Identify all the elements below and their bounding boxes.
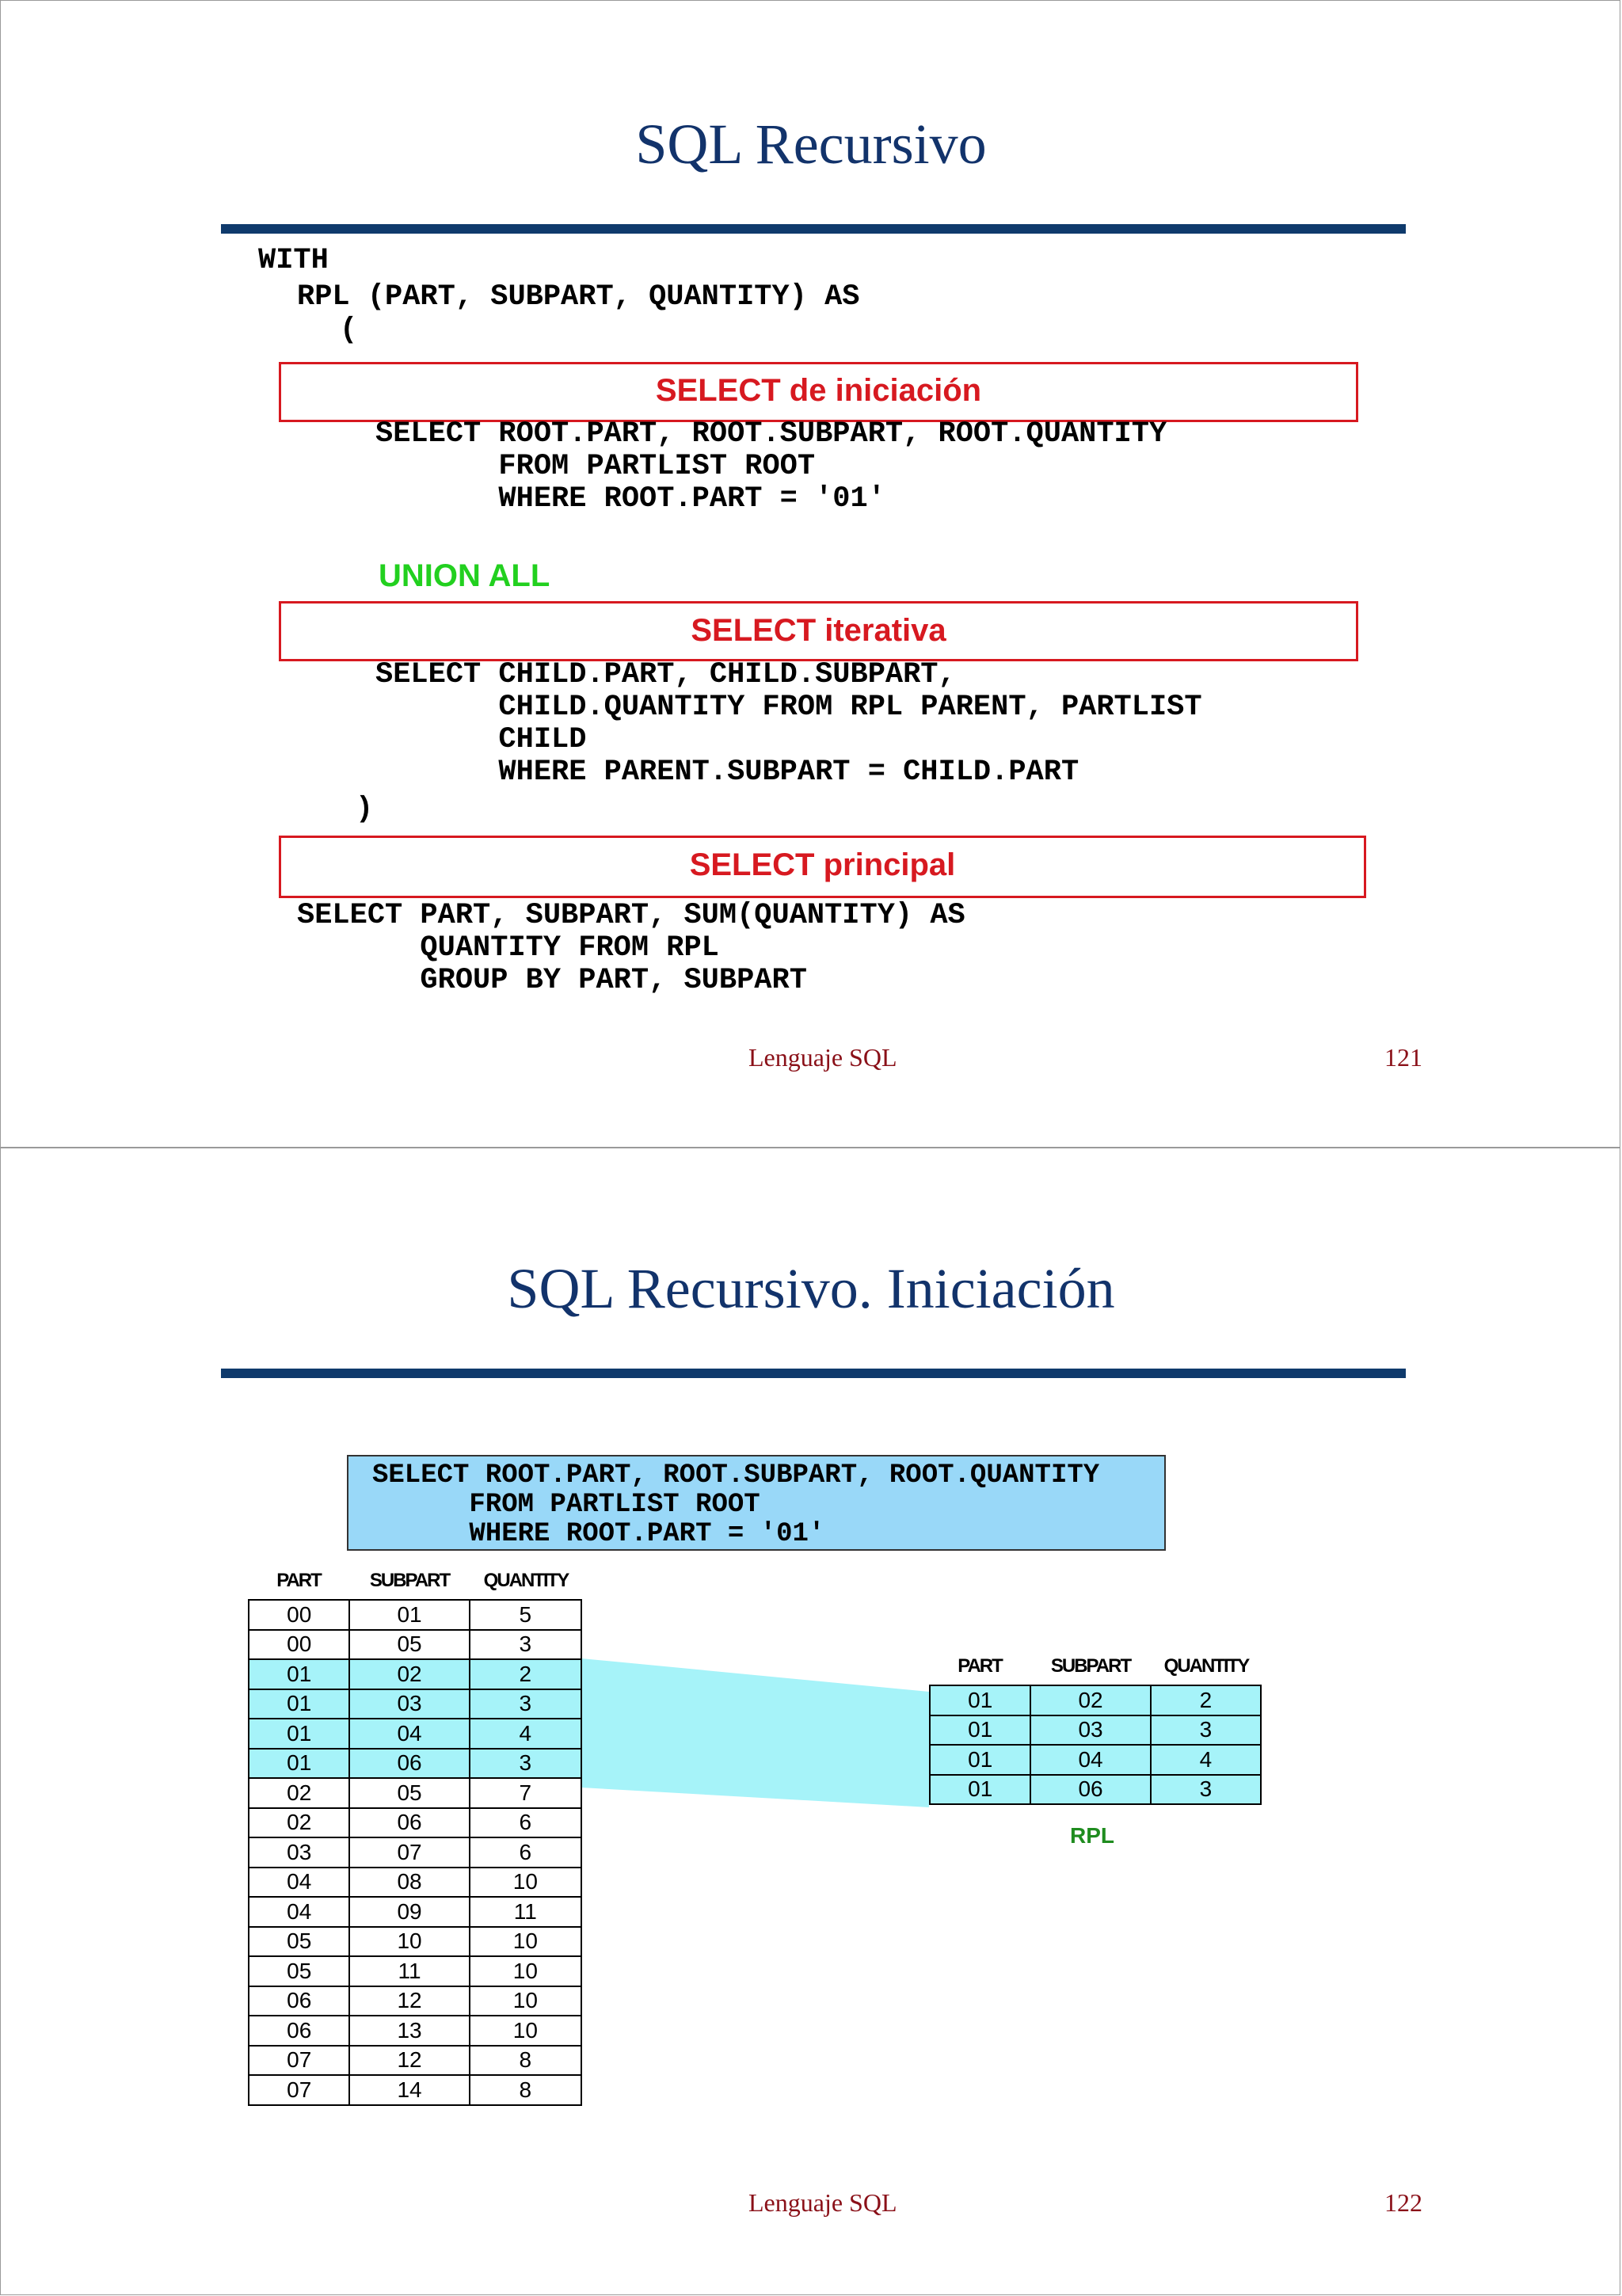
code-with: WITH <box>258 244 329 277</box>
quantity-cell: 4 <box>1151 1745 1261 1775</box>
table-row <box>249 1808 581 1838</box>
table-row <box>249 1600 581 1630</box>
partlist-header-part: PART <box>276 1570 321 1591</box>
quantity-cell: 6 <box>470 1837 581 1868</box>
partlist-table <box>248 1599 582 2106</box>
subpart-cell: 05 <box>349 1778 469 1808</box>
code-open-paren: ( <box>340 314 358 347</box>
subpart-cell: 11 <box>349 1956 469 1986</box>
slide-title: SQL Recursivo. Iniciación <box>507 1257 1115 1320</box>
quantity-cell: 7 <box>470 1778 581 1808</box>
partlist-header-quantity: QUANTITY <box>483 1570 569 1591</box>
rpl-header-quantity: QUANTITY <box>1163 1655 1249 1677</box>
part-cell: 01 <box>930 1685 1030 1715</box>
table-row <box>249 1778 581 1808</box>
query-code: SELECT ROOT.PART, ROOT.SUBPART, ROOT.QUANTITY FROM PARTLIST ROOT WHERE ROOT.PART = '01' <box>372 1460 1100 1549</box>
subpart-cell: 12 <box>349 2046 469 2076</box>
subpart-cell: 10 <box>349 1927 469 1957</box>
quantity-cell: 8 <box>470 2075 581 2105</box>
quantity-cell: 2 <box>1151 1685 1261 1715</box>
quantity-cell: 11 <box>470 1897 581 1927</box>
part-cell: 02 <box>249 1808 349 1838</box>
code-rpl-definition: RPL (PART, SUBPART, QUANTITY) AS <box>297 280 860 314</box>
iter-select-label: SELECT iterativa <box>691 613 946 648</box>
part-cell: 05 <box>249 1956 349 1986</box>
subpart-cell: 14 <box>349 2075 469 2105</box>
table-row <box>930 1745 1261 1775</box>
quantity-cell: 3 <box>1151 1715 1261 1746</box>
quantity-cell: 10 <box>470 1986 581 2016</box>
table-row <box>249 1837 581 1868</box>
slide-121 <box>0 0 1620 1148</box>
title-rule <box>221 1369 1406 1378</box>
subpart-cell: 04 <box>349 1719 469 1749</box>
subpart-cell: 12 <box>349 1986 469 2016</box>
code-init-select: SELECT ROOT.PART, ROOT.SUBPART, ROOT.QUANTITY FROM PARTLIST ROOT WHERE ROOT.PART = '01' <box>375 417 1167 516</box>
subpart-cell: 04 <box>1030 1745 1150 1775</box>
table-row <box>930 1685 1261 1715</box>
table-row <box>249 1659 581 1689</box>
subpart-cell: 02 <box>1030 1685 1150 1715</box>
footer-text: Lenguaje SQL <box>748 2188 897 2217</box>
page-number: 121 <box>1384 1043 1422 1072</box>
slide-title: SQL Recursivo <box>635 112 987 176</box>
table-row <box>249 1956 581 1986</box>
subpart-cell: 13 <box>349 2016 469 2046</box>
part-cell: 05 <box>249 1927 349 1957</box>
part-cell: 00 <box>249 1630 349 1660</box>
part-cell: 06 <box>249 1986 349 2016</box>
quantity-cell: 10 <box>470 1956 581 1986</box>
table-row <box>249 2016 581 2046</box>
rpl-label: RPL <box>1070 1823 1114 1848</box>
code-close-paren: ) <box>356 793 374 826</box>
subpart-cell: 06 <box>1030 1775 1150 1805</box>
part-cell: 04 <box>249 1868 349 1898</box>
part-cell: 02 <box>249 1778 349 1808</box>
part-cell: 03 <box>249 1837 349 1868</box>
subpart-cell: 03 <box>1030 1715 1150 1746</box>
code-main-select: SELECT PART, SUBPART, SUM(QUANTITY) AS QUANTITY FROM RPL GROUP BY PART, SUBPART <box>297 899 965 997</box>
part-cell: 01 <box>249 1659 349 1689</box>
part-cell: 00 <box>249 1600 349 1630</box>
quantity-cell: 6 <box>470 1808 581 1838</box>
init-select-label: SELECT de iniciación <box>655 373 982 408</box>
table-row <box>249 2046 581 2076</box>
quantity-cell: 10 <box>470 2016 581 2046</box>
quantity-cell: 2 <box>470 1659 581 1689</box>
partlist-header-subpart: SUBPART <box>369 1570 450 1591</box>
part-cell: 01 <box>249 1719 349 1749</box>
quantity-cell: 3 <box>1151 1775 1261 1805</box>
subpart-cell: 02 <box>349 1659 469 1689</box>
slide-122 <box>0 1148 1620 2295</box>
quantity-cell: 3 <box>470 1630 581 1660</box>
table-row <box>249 1897 581 1927</box>
subpart-cell: 08 <box>349 1868 469 1898</box>
quantity-cell: 3 <box>470 1749 581 1779</box>
subpart-cell: 05 <box>349 1630 469 1660</box>
table-row <box>930 1775 1261 1805</box>
union-all-label: UNION ALL <box>379 558 550 593</box>
part-cell: 07 <box>249 2046 349 2076</box>
code-iter-select: SELECT CHILD.PART, CHILD.SUBPART, CHILD.QUANTITY FROM RPL PARENT, PARTLIST CHILD WHERE PARENT.SUBPART = CHILD.PART <box>375 658 1202 789</box>
subpart-cell: 07 <box>349 1837 469 1868</box>
part-cell: 06 <box>249 2016 349 2046</box>
subpart-cell: 09 <box>349 1897 469 1927</box>
quantity-cell: 5 <box>470 1600 581 1630</box>
table-row <box>249 1630 581 1660</box>
part-cell: 01 <box>930 1775 1030 1805</box>
table-row <box>249 1927 581 1957</box>
table-row <box>249 2075 581 2105</box>
rpl-header-part: PART <box>958 1655 1002 1677</box>
highlight-connector <box>581 1658 929 1807</box>
table-row <box>249 1868 581 1898</box>
table-row <box>249 1719 581 1749</box>
part-cell: 01 <box>930 1745 1030 1775</box>
quantity-cell: 8 <box>470 2046 581 2076</box>
page-number: 122 <box>1384 2188 1422 2217</box>
quantity-cell: 3 <box>470 1689 581 1719</box>
subpart-cell: 06 <box>349 1749 469 1779</box>
quantity-cell: 10 <box>470 1927 581 1957</box>
quantity-cell: 4 <box>470 1719 581 1749</box>
part-cell: 01 <box>249 1749 349 1779</box>
table-row <box>249 1689 581 1719</box>
part-cell: 04 <box>249 1897 349 1927</box>
subpart-cell: 01 <box>349 1600 469 1630</box>
footer-text: Lenguaje SQL <box>748 1043 897 1072</box>
title-rule <box>221 224 1406 234</box>
table-row <box>249 1986 581 2016</box>
part-cell: 07 <box>249 2075 349 2105</box>
main-select-label: SELECT principal <box>689 847 956 882</box>
quantity-cell: 10 <box>470 1868 581 1898</box>
subpart-cell: 03 <box>349 1689 469 1719</box>
query-box <box>347 1455 1166 1551</box>
part-cell: 01 <box>249 1689 349 1719</box>
table-row <box>249 1749 581 1779</box>
subpart-cell: 06 <box>349 1808 469 1838</box>
rpl-header-subpart: SUBPART <box>1050 1655 1131 1677</box>
table-row <box>930 1715 1261 1746</box>
part-cell: 01 <box>930 1715 1030 1746</box>
rpl-table <box>929 1685 1262 1805</box>
